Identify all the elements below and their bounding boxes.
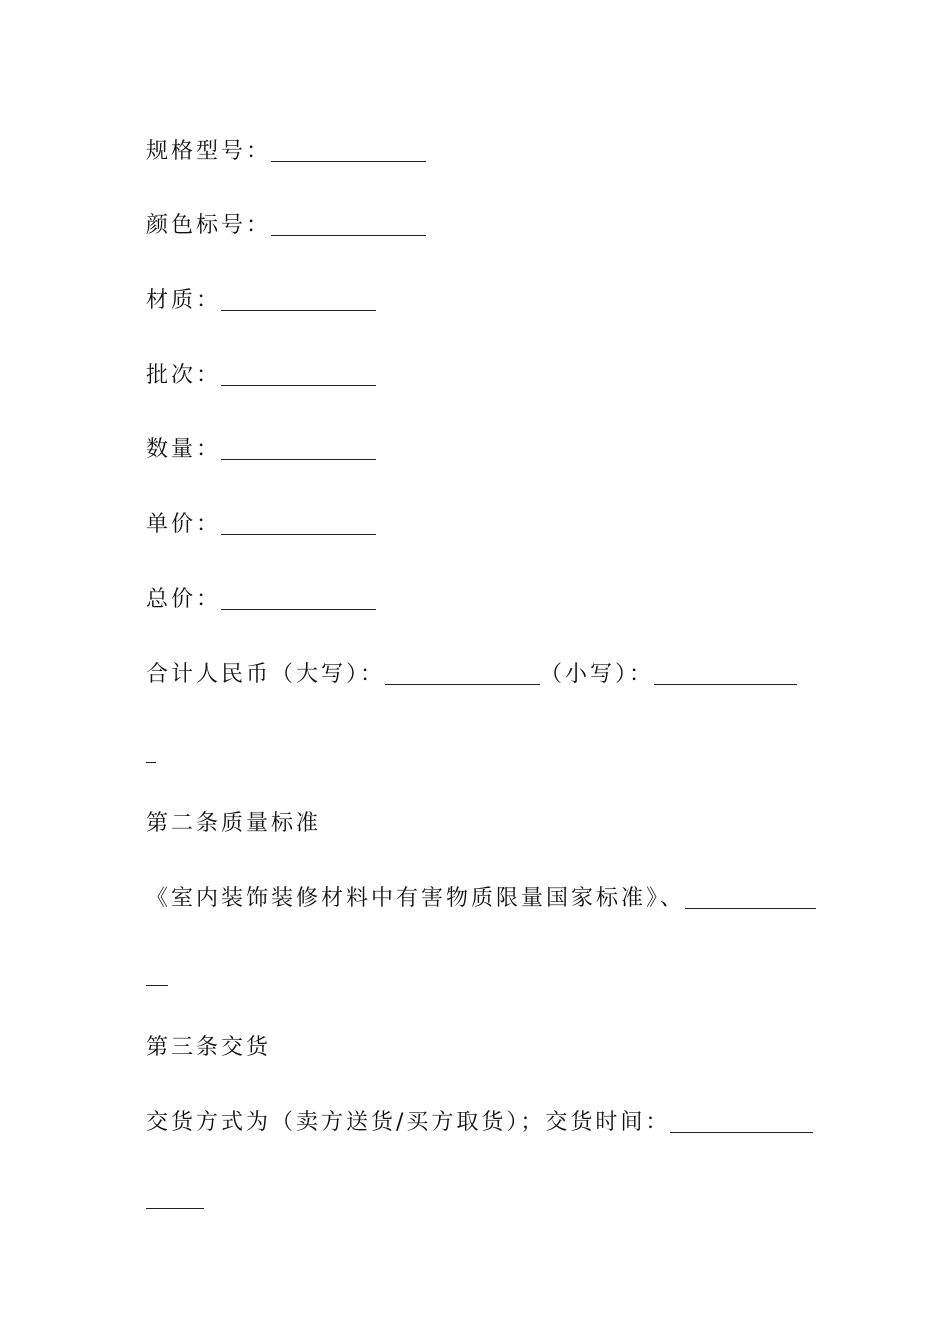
- field-material: [146, 286, 806, 316]
- field-label: 数量：: [146, 437, 222, 462]
- article-3-heading: 第三条交货: [146, 1035, 272, 1060]
- fill-blank: [221, 365, 376, 386]
- field-label: 材质：: [146, 288, 222, 313]
- fill-blank-continuation: [146, 1208, 204, 1209]
- field-label: 颜色标号：: [146, 213, 272, 238]
- total-label: 合计人民币（大写）：: [146, 662, 386, 687]
- fill-blank: [221, 589, 376, 610]
- standard-text: 《室内装饰装修材料中有害物质限量国家标准》、: [146, 886, 686, 911]
- fill-blank: [685, 888, 816, 909]
- fill-blank: [271, 215, 426, 236]
- delivery-text: 交货方式为（卖方送货/买方取货）；交货时间：: [146, 1110, 671, 1135]
- fill-blank: [221, 514, 376, 535]
- field-spec-model: [146, 137, 806, 167]
- field-quantity: [146, 435, 806, 465]
- article-3-text: [146, 1108, 806, 1138]
- fill-blank: [654, 664, 797, 685]
- field-label: 规格型号：: [146, 139, 272, 164]
- field-batch: [146, 361, 806, 391]
- article-2-text: [146, 884, 806, 914]
- fill-blank: [670, 1112, 813, 1133]
- field-label: 总价：: [146, 587, 222, 612]
- field-unit-price: [146, 510, 806, 540]
- article-2-heading: 第二条质量标准: [146, 811, 322, 836]
- fill-blank: [221, 439, 376, 460]
- fill-blank-continuation: [146, 762, 156, 763]
- small-label: （小写）：: [540, 662, 655, 687]
- field-label: 批次：: [146, 363, 222, 388]
- field-label: 单价：: [146, 512, 222, 537]
- field-total-price: [146, 585, 806, 615]
- fill-blank: [271, 141, 426, 162]
- field-color-code: [146, 211, 806, 241]
- fill-blank: [221, 290, 376, 311]
- fill-blank: [385, 664, 540, 685]
- total-rmb-line: [146, 660, 806, 690]
- fill-blank-continuation: [146, 985, 168, 986]
